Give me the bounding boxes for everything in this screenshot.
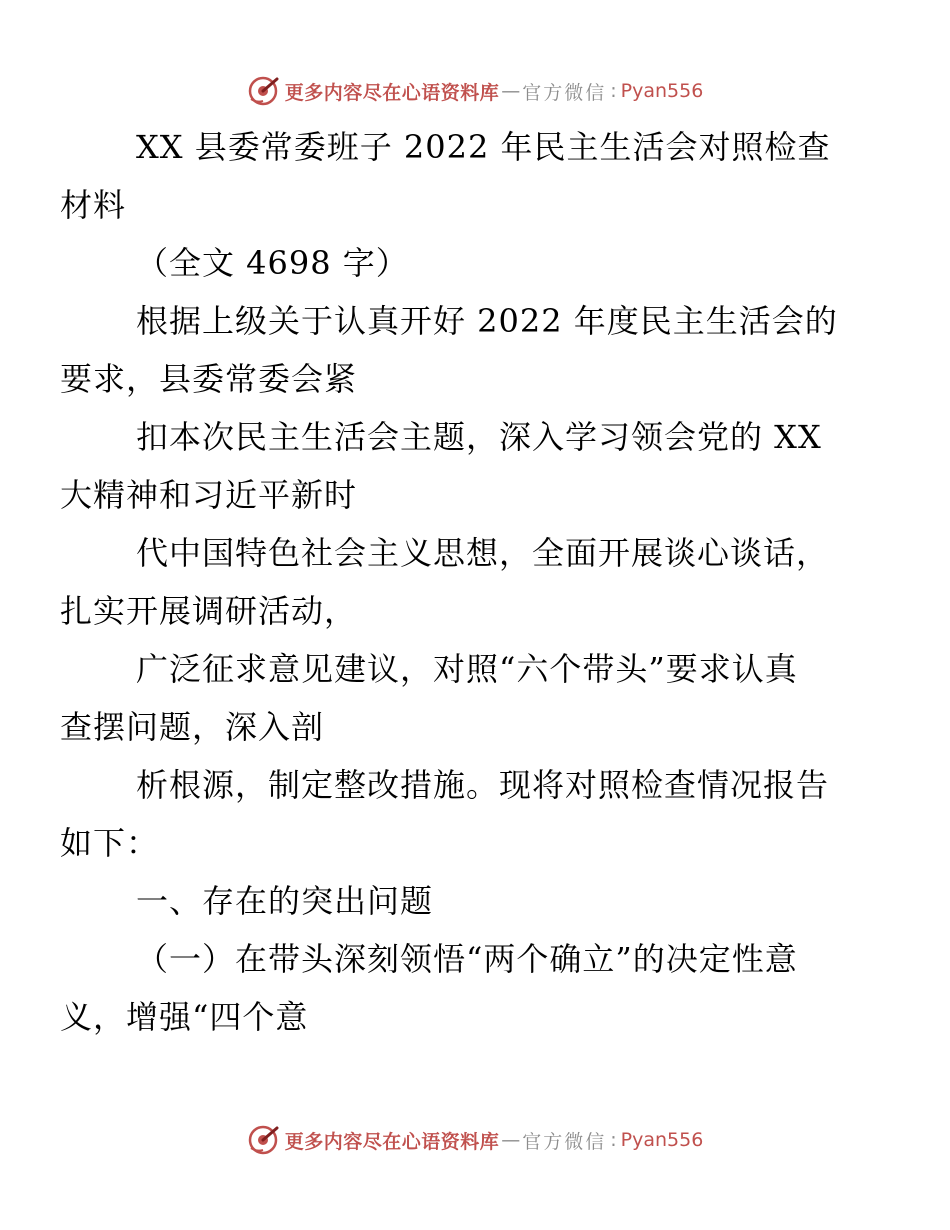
banner-main-text: 更多内容尽在心语资料库	[284, 81, 500, 104]
banner-main-text: 更多内容尽在心语资料库	[284, 1130, 500, 1153]
paragraph-continuation-line: 查摆问题，深入剖	[60, 708, 325, 746]
paragraph-line: 代中国特色社会主义思想，全面开展谈心谈话，	[136, 534, 830, 572]
paragraph-line: XX 县委常委班子 2022 年民主生活会对照检查	[136, 128, 831, 166]
paragraph-line: 析根源，制定整改措施。现将对照检查情况报告	[136, 766, 830, 804]
paragraph-continuation-line: 材料	[60, 186, 127, 224]
pen-logo-icon	[247, 75, 279, 107]
paragraph-line: （全文 4698 字）	[136, 244, 409, 282]
paragraph-line: 扣本次民主生活会主题，深入学习领会党的 XX	[136, 418, 822, 456]
paragraph	[98, 234, 854, 292]
paragraph-line: 根据上级关于认真开好 2022 年度民主生活会的	[136, 302, 838, 340]
paragraph	[60, 756, 854, 872]
paragraph	[60, 118, 854, 234]
banner-separator: :	[610, 80, 617, 102]
document-body	[60, 118, 854, 1046]
paragraph	[60, 930, 854, 1046]
paragraph-continuation-line: 扎实开展调研活动，	[60, 592, 358, 630]
header-watermark-banner	[0, 71, 950, 111]
paragraph-continuation-line: 要求，县委常委会紧	[60, 360, 358, 398]
paragraph	[60, 640, 854, 756]
paragraph-line: 一、存在的突出问题	[136, 882, 434, 920]
paragraph-continuation-line: 大精神和习近平新时	[60, 476, 358, 514]
banner-wechat-id: Pyan556	[620, 1129, 704, 1151]
banner-dash: —	[501, 80, 521, 102]
pen-logo-icon	[247, 1124, 279, 1156]
paragraph-line: 广泛征求意见建议，对照“六个带头”要求认真	[136, 650, 798, 688]
paragraph	[60, 292, 854, 408]
paragraph-continuation-line: 如下：	[60, 824, 160, 862]
banner-sub-text: 官方微信	[522, 81, 607, 104]
banner-dash: —	[501, 1129, 521, 1151]
paragraph	[98, 872, 854, 930]
paragraph-continuation-line: 义，增强“四个意	[60, 998, 309, 1036]
paragraph-line: （一）在带头深刻领悟“两个确立”的决定性意	[136, 940, 798, 978]
paragraph	[60, 524, 854, 640]
banner-sub-text: 官方微信	[522, 1130, 607, 1153]
paragraph	[60, 408, 854, 524]
banner-separator: :	[610, 1129, 617, 1151]
banner-wechat-id: Pyan556	[620, 80, 704, 102]
footer-watermark-banner	[0, 1120, 950, 1160]
